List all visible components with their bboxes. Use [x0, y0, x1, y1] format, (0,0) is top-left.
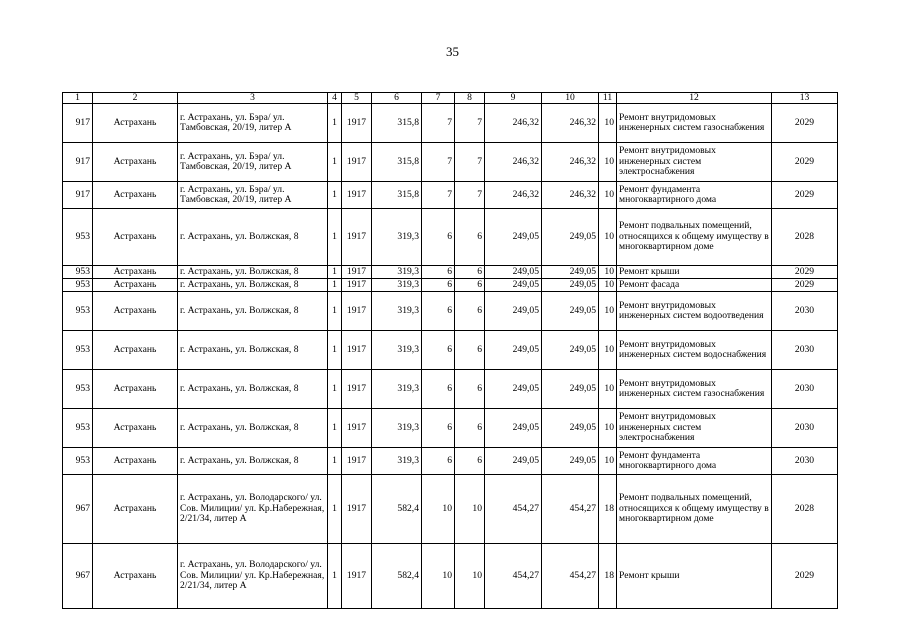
city-cell: Астрахань [93, 370, 178, 409]
planned-year: 2030 [772, 370, 838, 409]
table-row [63, 448, 838, 475]
repair-work-cell: Ремонт внутридомовых инженерных систем водоснабжения [617, 331, 772, 370]
col4-value: 1 [328, 182, 342, 209]
col7-value: 6 [422, 448, 455, 475]
area-value: 319,3 [372, 209, 422, 266]
column-number: 3 [178, 93, 328, 104]
address-cell: г. Астрахань, ул. Володарского/ ул. Сов. Милиции/ ул. Кр.Набережная, 2/21/34, литер А [178, 475, 328, 544]
col11-value: 10 [599, 182, 617, 209]
col11-value: 10 [599, 370, 617, 409]
area-value: 319,3 [372, 409, 422, 448]
area-value: 319,3 [372, 370, 422, 409]
repair-work-cell: Ремонт внутридомовых инженерных систем газоснабжения [617, 370, 772, 409]
col7-value: 7 [422, 182, 455, 209]
table-row [63, 209, 838, 266]
col10-value: 249,05 [542, 292, 599, 331]
address-cell: г. Астрахань, ул. Волжская, 8 [178, 279, 328, 292]
col10-value: 246,32 [542, 143, 599, 182]
city-cell: Астрахань [93, 544, 178, 609]
col8-value: 7 [455, 143, 485, 182]
col9-value: 249,05 [485, 266, 542, 279]
area-value: 315,8 [372, 104, 422, 143]
row-number: 953 [63, 209, 93, 266]
col9-value: 249,05 [485, 331, 542, 370]
col8-value: 6 [455, 266, 485, 279]
city-cell: Астрахань [93, 409, 178, 448]
col10-value: 249,05 [542, 409, 599, 448]
year-built: 1917 [342, 104, 372, 143]
table-row [63, 279, 838, 292]
col11-value: 10 [599, 266, 617, 279]
col10-value: 249,05 [542, 266, 599, 279]
col8-value: 7 [455, 104, 485, 143]
area-value: 319,3 [372, 292, 422, 331]
planned-year: 2029 [772, 104, 838, 143]
year-built: 1917 [342, 544, 372, 609]
repair-work-cell: Ремонт внутридомовых инженерных систем электроснабжения [617, 143, 772, 182]
col9-value: 246,32 [485, 143, 542, 182]
col8-value: 6 [455, 292, 485, 331]
col7-value: 7 [422, 104, 455, 143]
col11-value: 10 [599, 409, 617, 448]
year-built: 1917 [342, 370, 372, 409]
column-number: 10 [542, 93, 599, 104]
col8-value: 6 [455, 370, 485, 409]
col4-value: 1 [328, 209, 342, 266]
col9-value: 249,05 [485, 409, 542, 448]
row-number: 953 [63, 266, 93, 279]
row-number: 967 [63, 544, 93, 609]
column-number: 13 [772, 93, 838, 104]
area-value: 582,4 [372, 544, 422, 609]
area-value: 319,3 [372, 448, 422, 475]
year-built: 1917 [342, 331, 372, 370]
col4-value: 1 [328, 292, 342, 331]
col4-value: 1 [328, 279, 342, 292]
table-row [63, 475, 838, 544]
row-number: 917 [63, 143, 93, 182]
table-row [63, 370, 838, 409]
col4-value: 1 [328, 544, 342, 609]
col9-value: 454,27 [485, 475, 542, 544]
column-number: 6 [372, 93, 422, 104]
area-value: 319,3 [372, 279, 422, 292]
city-cell: Астрахань [93, 279, 178, 292]
area-value: 319,3 [372, 331, 422, 370]
col11-value: 10 [599, 448, 617, 475]
repair-work-cell: Ремонт фундамента многоквартирного дома [617, 182, 772, 209]
address-cell: г. Астрахань, ул. Володарского/ ул. Сов. Милиции/ ул. Кр.Набережная, 2/21/34, литер А [178, 544, 328, 609]
page-number: 35 [446, 44, 459, 59]
planned-year: 2030 [772, 331, 838, 370]
column-number: 7 [422, 93, 455, 104]
column-number: 8 [455, 93, 485, 104]
year-built: 1917 [342, 209, 372, 266]
col9-value: 249,05 [485, 370, 542, 409]
col10-value: 246,32 [542, 104, 599, 143]
col10-value: 249,05 [542, 279, 599, 292]
year-built: 1917 [342, 448, 372, 475]
area-value: 582,4 [372, 475, 422, 544]
col10-value: 249,05 [542, 209, 599, 266]
col11-value: 10 [599, 292, 617, 331]
column-number: 11 [599, 93, 617, 104]
col9-value: 249,05 [485, 209, 542, 266]
city-cell: Астрахань [93, 104, 178, 143]
capital-repair-table [62, 92, 838, 609]
address-cell: г. Астрахань, ул. Бэра/ ул. Тамбовская, 20/19, литер А [178, 182, 328, 209]
planned-year: 2030 [772, 292, 838, 331]
column-number: 5 [342, 93, 372, 104]
col9-value: 249,05 [485, 448, 542, 475]
row-number: 917 [63, 182, 93, 209]
address-cell: г. Астрахань, ул. Волжская, 8 [178, 448, 328, 475]
repair-work-cell: Ремонт внутридомовых инженерных систем газоснабжения [617, 104, 772, 143]
col10-value: 249,05 [542, 448, 599, 475]
city-cell: Астрахань [93, 331, 178, 370]
col8-value: 6 [455, 279, 485, 292]
address-cell: г. Астрахань, ул. Волжская, 8 [178, 331, 328, 370]
col4-value: 1 [328, 266, 342, 279]
col4-value: 1 [328, 104, 342, 143]
col11-value: 18 [599, 475, 617, 544]
col7-value: 6 [422, 209, 455, 266]
col4-value: 1 [328, 409, 342, 448]
row-number: 953 [63, 448, 93, 475]
column-number-row [63, 93, 838, 104]
table-row [63, 266, 838, 279]
year-built: 1917 [342, 475, 372, 544]
col9-value: 246,32 [485, 182, 542, 209]
col11-value: 10 [599, 209, 617, 266]
row-number: 953 [63, 409, 93, 448]
column-number: 4 [328, 93, 342, 104]
table-row [63, 409, 838, 448]
col4-value: 1 [328, 370, 342, 409]
address-cell: г. Астрахань, ул. Волжская, 8 [178, 266, 328, 279]
table-row [63, 331, 838, 370]
col8-value: 6 [455, 409, 485, 448]
planned-year: 2029 [772, 544, 838, 609]
table-row [63, 143, 838, 182]
repair-work-cell: Ремонт внутридомовых инженерных систем водоотведения [617, 292, 772, 331]
table-row [63, 182, 838, 209]
col4-value: 1 [328, 143, 342, 182]
city-cell: Астрахань [93, 475, 178, 544]
planned-year: 2029 [772, 143, 838, 182]
col7-value: 6 [422, 292, 455, 331]
col10-value: 454,27 [542, 544, 599, 609]
city-cell: Астрахань [93, 182, 178, 209]
col4-value: 1 [328, 331, 342, 370]
planned-year: 2029 [772, 266, 838, 279]
column-number: 9 [485, 93, 542, 104]
planned-year: 2029 [772, 279, 838, 292]
year-built: 1917 [342, 266, 372, 279]
area-value: 319,3 [372, 266, 422, 279]
table-row [63, 544, 838, 609]
planned-year: 2028 [772, 209, 838, 266]
col7-value: 6 [422, 331, 455, 370]
address-cell: г. Астрахань, ул. Волжская, 8 [178, 292, 328, 331]
col7-value: 6 [422, 370, 455, 409]
city-cell: Астрахань [93, 143, 178, 182]
row-number: 967 [63, 475, 93, 544]
col8-value: 6 [455, 448, 485, 475]
col11-value: 10 [599, 143, 617, 182]
city-cell: Астрахань [93, 266, 178, 279]
row-number: 953 [63, 331, 93, 370]
repair-work-cell: Ремонт подвальных помещений, относящихся к общему имуществу в многоквартирном доме [617, 209, 772, 266]
repair-work-cell: Ремонт подвальных помещений, относящихся к общему имуществу в многоквартирном доме [617, 475, 772, 544]
col10-value: 249,05 [542, 331, 599, 370]
planned-year: 2030 [772, 448, 838, 475]
city-cell: Астрахань [93, 448, 178, 475]
planned-year: 2030 [772, 409, 838, 448]
col7-value: 10 [422, 544, 455, 609]
year-built: 1917 [342, 409, 372, 448]
repair-work-cell: Ремонт фасада [617, 279, 772, 292]
col7-value: 6 [422, 279, 455, 292]
table-row [63, 104, 838, 143]
column-number: 1 [63, 93, 93, 104]
col11-value: 10 [599, 279, 617, 292]
col9-value: 246,32 [485, 104, 542, 143]
year-built: 1917 [342, 182, 372, 209]
col10-value: 454,27 [542, 475, 599, 544]
address-cell: г. Астрахань, ул. Волжская, 8 [178, 370, 328, 409]
col9-value: 249,05 [485, 292, 542, 331]
year-built: 1917 [342, 143, 372, 182]
col8-value: 10 [455, 475, 485, 544]
col4-value: 1 [328, 448, 342, 475]
col8-value: 7 [455, 182, 485, 209]
col11-value: 10 [599, 331, 617, 370]
address-cell: г. Астрахань, ул. Бэра/ ул. Тамбовская, 20/19, литер А [178, 143, 328, 182]
col8-value: 10 [455, 544, 485, 609]
address-cell: г. Астрахань, ул. Волжская, 8 [178, 409, 328, 448]
col4-value: 1 [328, 475, 342, 544]
col10-value: 249,05 [542, 370, 599, 409]
planned-year: 2029 [772, 182, 838, 209]
year-built: 1917 [342, 292, 372, 331]
area-value: 315,8 [372, 143, 422, 182]
city-cell: Астрахань [93, 292, 178, 331]
col7-value: 7 [422, 143, 455, 182]
col7-value: 6 [422, 266, 455, 279]
repair-work-cell: Ремонт крыши [617, 266, 772, 279]
column-number: 2 [93, 93, 178, 104]
col10-value: 246,32 [542, 182, 599, 209]
row-number: 953 [63, 292, 93, 331]
col11-value: 10 [599, 104, 617, 143]
address-cell: г. Астрахань, ул. Бэра/ ул. Тамбовская, 20/19, литер А [178, 104, 328, 143]
col7-value: 6 [422, 409, 455, 448]
planned-year: 2028 [772, 475, 838, 544]
col7-value: 10 [422, 475, 455, 544]
repair-work-cell: Ремонт фундамента многоквартирного дома [617, 448, 772, 475]
col9-value: 249,05 [485, 279, 542, 292]
city-cell: Астрахань [93, 209, 178, 266]
column-number: 12 [617, 93, 772, 104]
row-number: 953 [63, 279, 93, 292]
area-value: 315,8 [372, 182, 422, 209]
address-cell: г. Астрахань, ул. Волжская, 8 [178, 209, 328, 266]
repair-work-cell: Ремонт внутридомовых инженерных систем электроснабжения [617, 409, 772, 448]
repair-work-cell: Ремонт крыши [617, 544, 772, 609]
col11-value: 18 [599, 544, 617, 609]
table-row [63, 292, 838, 331]
col9-value: 454,27 [485, 544, 542, 609]
col8-value: 6 [455, 209, 485, 266]
year-built: 1917 [342, 279, 372, 292]
row-number: 953 [63, 370, 93, 409]
col8-value: 6 [455, 331, 485, 370]
row-number: 917 [63, 104, 93, 143]
